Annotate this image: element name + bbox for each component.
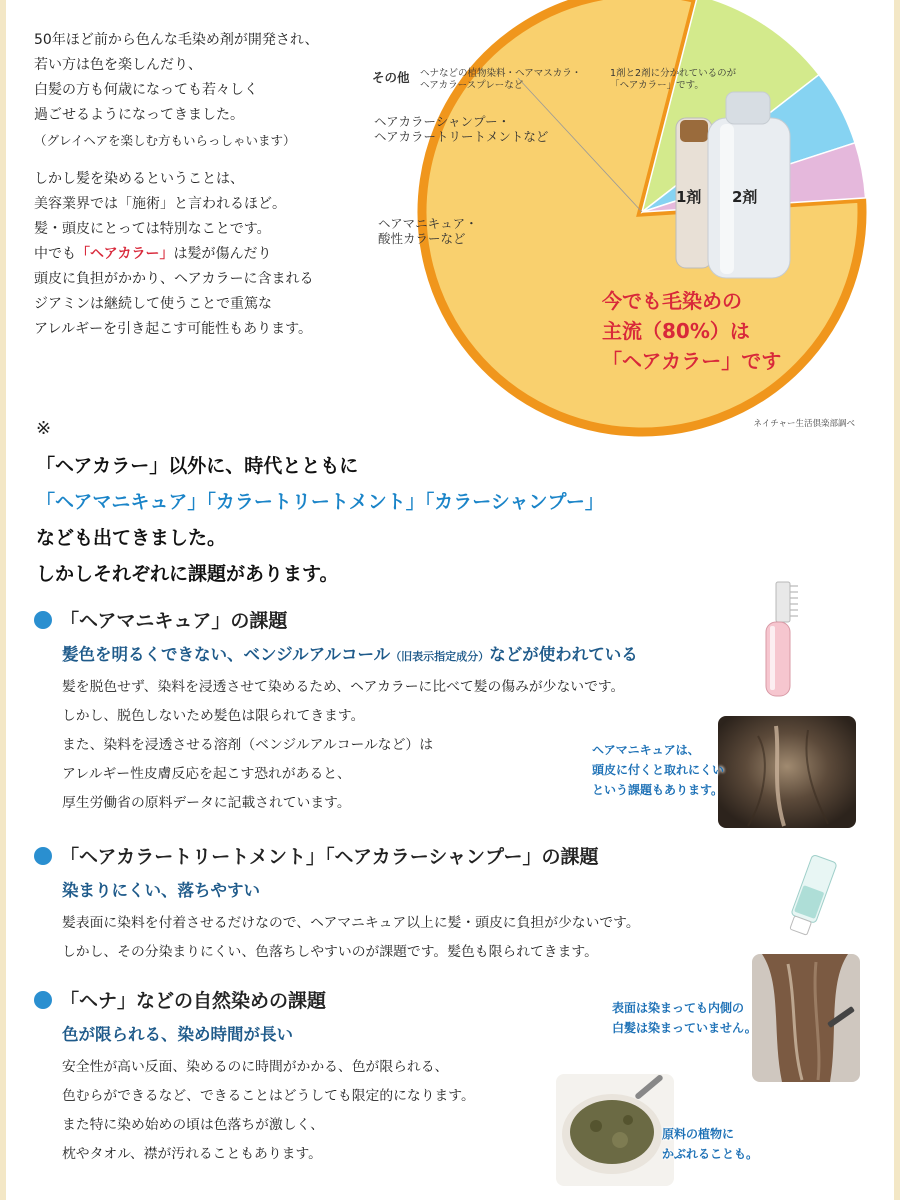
section-treatment xyxy=(34,842,640,967)
label-haircolor-note xyxy=(610,68,736,92)
intro-line: しかし髪を染めるということは、 xyxy=(34,171,244,187)
intro-text-pre: 中でも xyxy=(34,246,76,262)
bullet-dot-icon xyxy=(34,847,52,865)
body-line: しかし、脱色しないため髪色は限られてきます。 xyxy=(62,708,365,724)
section-body xyxy=(62,909,640,967)
section-title-text: 「ヘアカラートリートメント」「ヘアカラーシャンプー」の課題 xyxy=(60,846,599,868)
body-line: 髪を脱色せず、染料を浸透させて染めるため、ヘアカラーに比べて髪の傷みが少ないです。 xyxy=(62,679,625,695)
label-other-sub-line: ヘアカラースプレーなど xyxy=(420,80,524,91)
intro-line xyxy=(34,242,394,267)
body-line: しかし、その分染まりにくい、色落ちしやすいのが課題です。髪色も限られてきます。 xyxy=(62,944,598,960)
callout-line: 原料の植物に xyxy=(662,1127,735,1141)
body-line: 髪表面に染料を付着させるだけなので、ヘアマニキュア以上に髪・頭皮に負担が少ないです。 xyxy=(62,915,640,931)
section-title-text: 「ヘナ」などの自然染めの課題 xyxy=(60,990,327,1012)
label-other-title: その他 xyxy=(372,70,410,85)
intro-line: 美容業界では「施術」と言われるほど。 xyxy=(34,196,286,212)
tube-2-label: 2剤 xyxy=(732,188,758,206)
intro-line: 頭皮に負担がかかり、ヘアカラーに含まれる xyxy=(34,271,314,287)
lead-line: 「ヘアカラー」以外に、時代とともに xyxy=(36,455,359,477)
section-body xyxy=(62,1053,475,1169)
section-subtitle xyxy=(62,641,638,665)
section-body xyxy=(62,673,638,818)
subtitle-post: などが使われている xyxy=(489,645,638,664)
callout-line: 表面は染まっても内側の xyxy=(612,1001,745,1015)
lead-line: しかしそれぞれに課題があります。 xyxy=(36,563,339,585)
label-haircolor-note-line: 「ヘアカラー」です。 xyxy=(610,80,704,91)
lead-text xyxy=(36,448,604,592)
section-henna xyxy=(34,986,475,1169)
callout-line: ヘアマニキュアは、 xyxy=(592,743,700,757)
hair-photo xyxy=(752,954,860,1082)
intro-highlight: 「ヘアカラー」 xyxy=(76,246,174,262)
callout-line: という課題もあります。 xyxy=(592,783,724,797)
hair-dye-share-pie-chart xyxy=(370,0,900,440)
manicure-callout xyxy=(592,740,724,800)
intro-line: 過ごせるようになってきました。 xyxy=(34,107,244,123)
body-line: アレルギー性皮膚反応を起こす恐れがあると、 xyxy=(62,766,351,782)
label-manicure-line: ヘアマニキュア・ xyxy=(378,216,478,231)
section-title xyxy=(34,986,475,1013)
tube-2-cap xyxy=(726,92,770,124)
section-title xyxy=(34,606,638,633)
body-line: また特に染め始めの頃は色落ちが激しく、 xyxy=(62,1117,324,1133)
note-mark: ※ xyxy=(36,418,52,439)
tube-1-cap xyxy=(680,120,708,142)
intro-line: 髪・頭皮にとっては特別なことです。 xyxy=(34,221,271,237)
intro-line: 若い方は色を楽しんだり、 xyxy=(34,57,202,73)
label-manicure xyxy=(378,216,478,246)
pie-main-line: 「ヘアカラー」です xyxy=(602,349,782,373)
intro-note: （グレイヘアを楽しむ方もいらっしゃいます） xyxy=(34,133,296,148)
label-shampoo-line: ヘアカラーシャンプー・ xyxy=(374,114,511,129)
label-haircolor-note-line: 1剤と2剤に分かれているのが xyxy=(610,68,737,79)
subtitle-pre: 髪色を明るくできない、ベンジルアルコール xyxy=(62,645,391,664)
label-manicure-line: 酸性カラーなど xyxy=(378,231,466,246)
section-title-text: 「ヘアマニキュア」の課題 xyxy=(60,610,288,632)
lead-line: なども出てきました。 xyxy=(36,527,227,549)
treatment-callout xyxy=(612,998,757,1038)
subtitle-note: （旧表示指定成分） xyxy=(390,650,490,663)
intro-text-post: は髪が傷んだり xyxy=(173,246,272,262)
intro-line: 50年ほど前から色んな毛染め剤が開発され、 xyxy=(34,32,319,48)
label-shampoo xyxy=(374,114,548,144)
body-line: 色むらができるなど、できることはどうしても限定的になります。 xyxy=(62,1088,475,1104)
label-other-sub xyxy=(420,68,581,92)
body-line: 枕やタオル、襟が汚れることもあります。 xyxy=(62,1146,322,1162)
comb-applicator-icon xyxy=(754,576,810,700)
pie-main-line: 主流（80%）は xyxy=(602,319,750,343)
tube-1-label: 1剤 xyxy=(676,188,702,206)
henna-callout xyxy=(662,1124,758,1164)
pie-main-message xyxy=(602,286,781,376)
bullet-dot-icon xyxy=(34,611,52,629)
intro-line: アレルギーを引き起こす可能性もあります。 xyxy=(34,321,312,337)
scalp-photo xyxy=(718,716,856,828)
body-line: 安全性が高い反面、染めるのに時間がかかる、色が限られる、 xyxy=(62,1059,449,1075)
label-other-sub-line: ヘナなどの植物染料・ヘアマスカラ・ xyxy=(420,68,582,79)
section-manicure xyxy=(34,606,638,818)
chart-source: ネイチャー生活倶楽部調べ xyxy=(753,419,855,429)
callout-line: 頭皮に付くと取れにくい xyxy=(592,763,725,777)
section-title xyxy=(34,842,640,869)
body-line: また、染料を浸透させる溶剤（ベンジルアルコールなど）は xyxy=(62,737,433,753)
section-subtitle: 染まりにくい、落ちやすい xyxy=(62,881,260,900)
intro-line: ジアミンは継続して使うことで重篤な xyxy=(34,296,272,312)
treatment-tube-icon xyxy=(782,852,838,942)
bullet-dot-icon xyxy=(34,991,52,1009)
intro-line: 白髪の方も何歳になっても若々しく xyxy=(34,82,258,98)
henna-paste-photo xyxy=(556,1074,674,1186)
label-shampoo-line: ヘアカラートリートメントなど xyxy=(374,129,549,144)
hair-color-tubes-illustration xyxy=(676,92,790,278)
lead-line-highlight: 「ヘアマニキュア」「カラートリートメント」「カラーシャンプー」 xyxy=(36,491,604,513)
body-line: 厚生労働省の原料データに記載されています。 xyxy=(62,795,351,811)
pie-main-line: 今でも毛染めの xyxy=(602,289,742,313)
callout-line: 白髪は染まっていません。 xyxy=(612,1021,757,1035)
callout-line: かぶれることも。 xyxy=(662,1147,759,1161)
intro-text xyxy=(34,28,394,342)
section-subtitle: 色が限られる、染め時間が長い xyxy=(62,1025,293,1044)
